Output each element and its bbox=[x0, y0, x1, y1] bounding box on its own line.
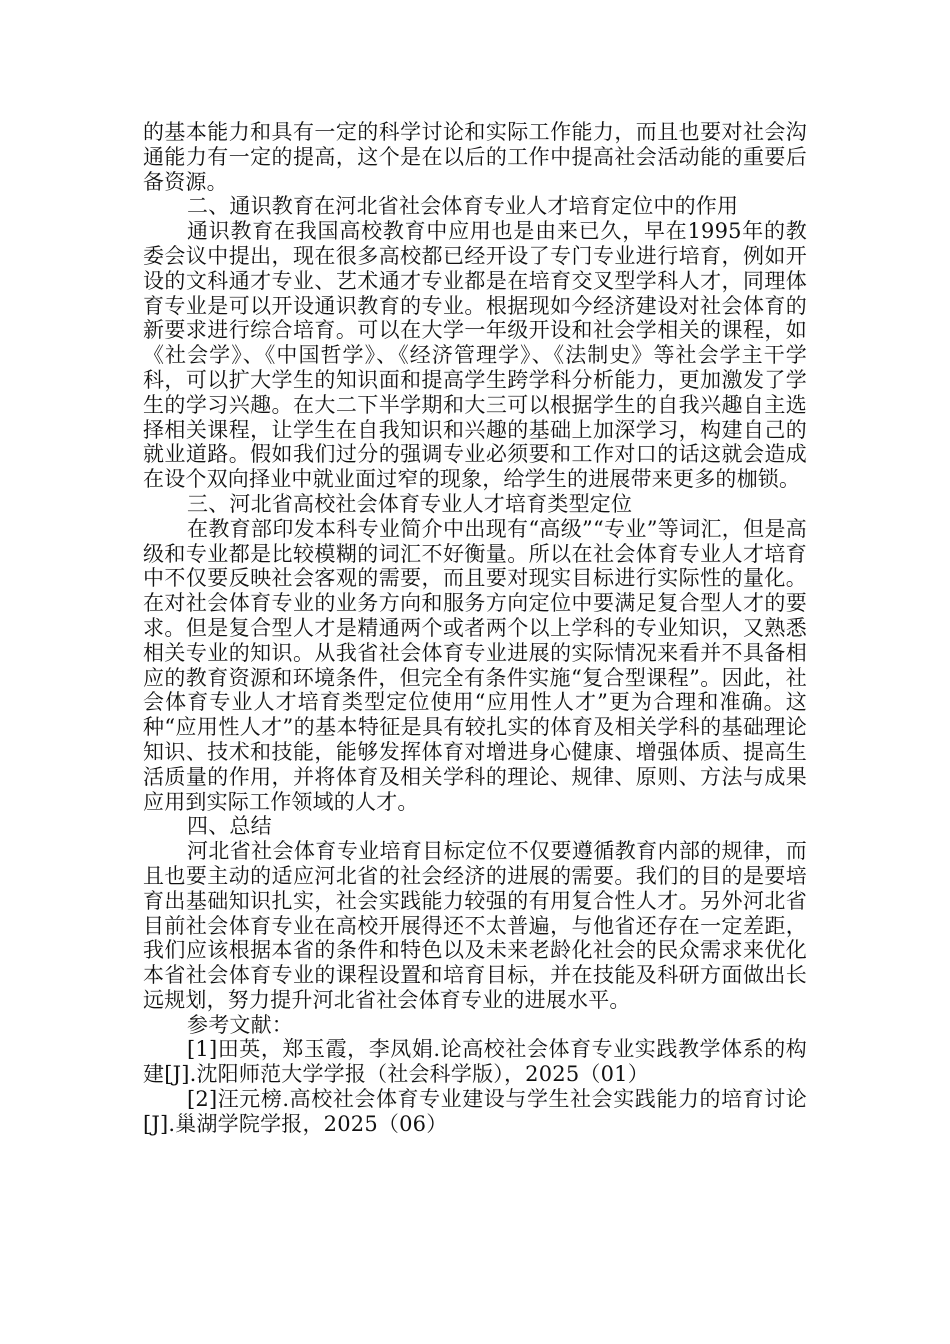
reference-item-1: [1]田英，郑玉霞，李凤娟.论高校社会体育专业实践教学体系的构建[J].沈阳师范大学学报（社会科学版），2025（01） bbox=[143, 1037, 807, 1087]
paragraph-talent-type: 在教育部印发本科专业简介中出现有“高级”“专业”等词汇，但是高级和专业都是比较模糊的词汇不好衡量。所以在社会体育专业人才培育中不仅要反映社会客观的需要，而且要对现实目标进行实际性的量化。在对社会体育专业的业务方向和服务方向定位中要满足复合型人才的要求。但是复合型人才是精通两个或者两个以上学科的专业知识，又熟悉相关专业的知识。从我省社会体育专业进展的实际情况来看并不具备相应的教育资源和环境条件，但完全有条件实施“复合型课程”。因此，社会体育专业人才培育类型定位使用“应用性人才”更为合理和准确。这种“应用性人才”的基本特征是具有较扎实的体育及相关学科的基础理论知识、技术和技能，能够发挥体育对增进身心健康、增强体质、提高生活质量的作用，并将体育及相关学科的理论、规律、原则、方法与成果应用到实际工作领域的人才。 bbox=[143, 516, 807, 814]
section-heading-2: 二、通识教育在河北省社会体育专业人才培育定位中的作用 bbox=[187, 194, 739, 219]
paragraph-continuation: 的基本能力和具有一定的科学讨论和实际工作能力，而且也要对社会沟通能力有一定的提高，这个是在以后的工作中提高社会活动能的重要后备资源。 bbox=[143, 120, 807, 194]
document-body bbox=[143, 120, 807, 1137]
paragraph-summary: 河北省社会体育专业培育目标定位不仅要遵循教育内部的规律，而且也要主动的适应河北省的社会经济的进展的需要。我们的目的是要培育出基础知识扎实，社会实践能力较强的有用复合性人才。另外河北省目前社会体育专业在高校开展得还不太普遍，与他省还存在一定差距，我们应该根据本省的条件和特色以及未来老龄化社会的民众需求来优化本省社会体育专业的课程设置和培育目标，并在技能及科研方面做出长远规划，努力提升河北省社会体育专业的进展水平。 bbox=[143, 839, 807, 1012]
paragraph-general-education: 通识教育在我国高校教育中应用也是由来已久，早在1995年的教委会议中提出，现在很多高校都已经开设了专门专业进行培育，例如开设的文科通才专业、艺术通才专业都是在培育交叉型学科人才，同理体育专业是可以开设通识教育的专业。根据现如今经济建设对社会体育的新要求进行综合培育。可以在大学一年级开设和社会学相关的课程，如《社会学》、《中国哲学》、《经济管理学》、《法制史》等社会学主干学科，可以扩大学生的知识面和提高学生跨学科分析能力，更加激发了学生的学习兴趣。在大二下半学期和大三可以根据学生的自我兴趣自主选择相关课程，让学生在自我知识和兴趣的基础上加深学习，构建自己的就业道路。假如我们过分的强调专业必须要和工作对口的话这就会造成在设个双向择业中就业面过窄的现象，给学生的进展带来更多的枷锁。 bbox=[143, 219, 807, 492]
section-heading-4: 四、总结 bbox=[187, 814, 272, 839]
reference-item-2: [2]汪元榜.高校社会体育专业建设与学生社会实践能力的培育讨论[J].巢湖学院学报，2025（06） bbox=[143, 1087, 807, 1136]
references-heading: 参考文献： bbox=[187, 1012, 293, 1037]
section-heading-3: 三、河北省高校社会体育专业人才培育类型定位 bbox=[187, 491, 633, 516]
